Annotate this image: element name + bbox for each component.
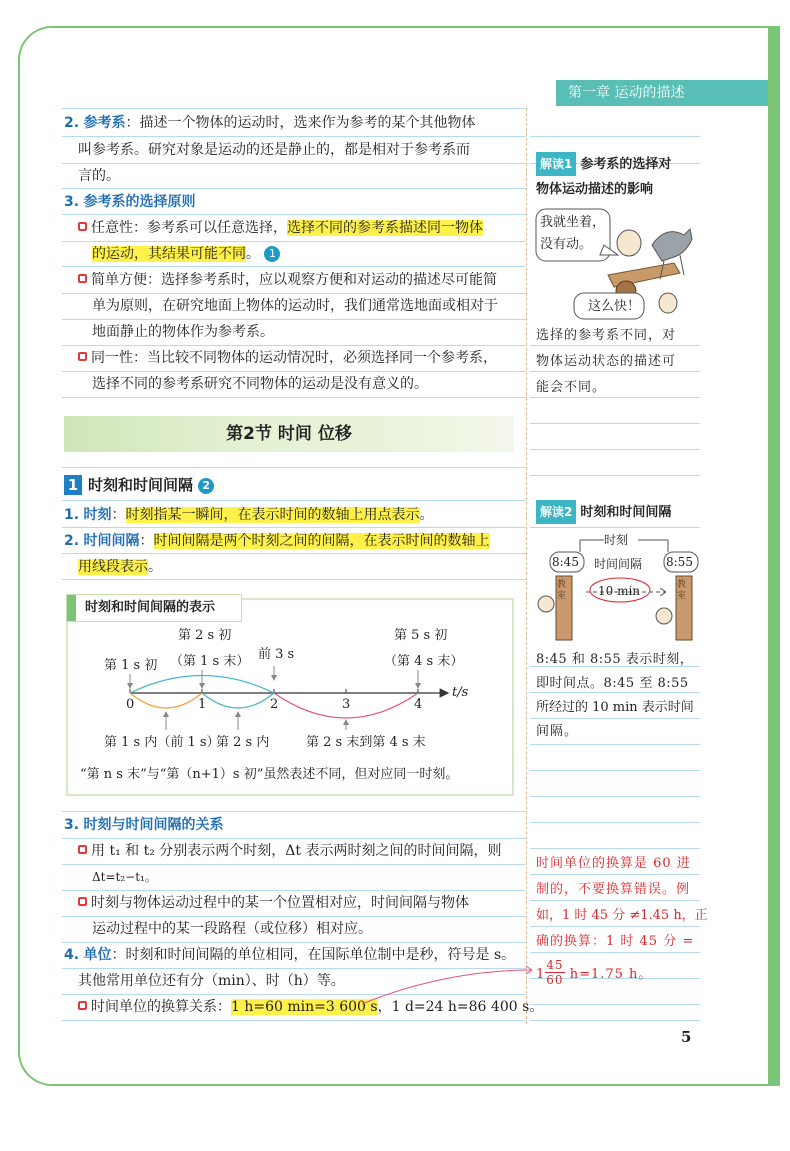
bubble-text-1b: 没有动。 (540, 237, 593, 252)
observer-head (659, 293, 677, 313)
rule-line (530, 744, 700, 745)
tick-label-0: 0 (126, 697, 135, 712)
principle-3-line-1 (78, 348, 497, 368)
item-2-line-2: 叫参考系。研究对象是运动的还是静止的，都是相对于参考系而 (78, 142, 470, 158)
principle-2-line-2: 单为原则，在研究地面上物体的运动时，我们通常选地面或相对于 (92, 298, 498, 314)
principle-2-line-1 (78, 270, 497, 290)
bubble-text-2: 这么快！ (588, 299, 641, 314)
read1-line-1: 选择的参考系不同，对 (536, 328, 677, 343)
rule-line (62, 266, 526, 267)
rule-line (530, 848, 700, 849)
topic-number: 1 (64, 475, 82, 495)
text: 任意性：参考系可以任意选择， (91, 220, 287, 236)
item-number: 3. (64, 194, 80, 210)
def-interval-line-1 (64, 531, 490, 551)
box-note: “第 n s 末”与“第（n+1）s 初”虽然表述不同，但对应同一时刻。 (80, 767, 459, 782)
read1-title-line-2: 物体运动描述的影响 (536, 182, 654, 197)
timeline-box-title: 时刻和时间间隔的表示 (66, 594, 242, 622)
tick-label-4: 4 (414, 697, 423, 712)
rule-line (62, 214, 526, 215)
term-principle: 参考系的选择原则 (83, 194, 196, 210)
rule-line (62, 527, 526, 528)
duration-label: 10 min (598, 584, 641, 598)
label-1s-start: 第 1 s 初 (104, 658, 158, 673)
bullet-icon (78, 845, 87, 854)
fraction-denominator: 60 (546, 973, 564, 987)
rule-line (62, 467, 526, 468)
label-first-3s: 前 3 s (258, 647, 295, 662)
chapter-header: 第一章 运动的描述 (556, 80, 768, 106)
rule-line (530, 1020, 700, 1021)
principle-2-line-3: 地面静止的物体作为参考系。 (92, 324, 274, 340)
page-edge-strip (768, 26, 780, 1086)
rule-line (62, 108, 526, 109)
rule-line (62, 942, 526, 943)
tick-label-1: 1 (198, 697, 207, 712)
text: 时刻和时间间隔 (580, 505, 672, 520)
text: 。 (419, 507, 434, 523)
item-number: 4. (64, 947, 80, 963)
rule-line (62, 864, 526, 865)
arc-first-second (130, 693, 202, 708)
read-tag-1: 解读1 (536, 152, 576, 176)
text: 用 t₁ 和 t₂ 分别表示两个时刻，Δt 表示两时刻之间的时间间隔，则 (91, 843, 502, 859)
rule-line (62, 397, 526, 398)
term-relation: 时刻与时间间隔的关系 (83, 817, 224, 833)
fraction-numerator: 45 (546, 958, 564, 972)
read2-line-2: 即时间点。8:45 至 8:55 (536, 676, 689, 691)
bullet-icon (78, 222, 87, 231)
rule-line (62, 579, 526, 580)
rule-line (62, 838, 526, 839)
item-number: 2. (64, 533, 80, 549)
principle-3-line-2: 选择不同的参考系研究不同物体的运动是没有意义的。 (92, 376, 428, 392)
principle-1-line-2 (92, 244, 280, 264)
rule-line (62, 136, 526, 137)
rule-line (62, 371, 526, 372)
bullet-icon (78, 274, 87, 283)
child-2 (656, 608, 672, 624)
text: 时间单位的换算关系： (91, 999, 231, 1015)
topic-heading (64, 475, 214, 495)
time-855: 8:55 (666, 555, 693, 569)
rule-line (62, 500, 526, 501)
rule-line (62, 319, 526, 320)
donkey (652, 229, 692, 261)
note-marker-1[interactable]: 1 (264, 246, 280, 262)
rule-line (62, 890, 526, 891)
rule-line (62, 1020, 526, 1021)
highlight: 1 h=60 min=3 600 s (231, 999, 378, 1015)
relation-1-line-2: Δt=t₂−t₁。 (92, 870, 157, 884)
text: 。 (148, 559, 162, 575)
rule-line (62, 163, 526, 164)
read1-line-3: 能会不同。 (536, 380, 607, 395)
boy-head (617, 230, 641, 256)
rule-line (530, 527, 700, 528)
def-moment (64, 505, 434, 525)
child-1 (538, 596, 554, 612)
tick-label-2: 2 (270, 697, 279, 712)
section-title: 第2节 时间 位移 (64, 416, 514, 452)
rule-line (62, 916, 526, 917)
term-moment: 时刻 (83, 507, 112, 523)
column-divider (526, 108, 527, 1024)
item-2-line-3: 言的。 (78, 168, 120, 184)
rule-line (530, 136, 700, 137)
note-connector (360, 960, 540, 1010)
text: ： (111, 507, 126, 523)
page-number: 5 (681, 1028, 692, 1046)
label-first-second: 第 1 s 内（前 1 s） (104, 735, 220, 750)
fraction-whole: 1 (536, 967, 546, 982)
bubble-text-1a: 我就坐着， (540, 215, 606, 230)
highlight: 的运动，其结果可能不同 (92, 246, 246, 262)
fraction (545, 958, 564, 987)
note-marker-2[interactable]: 2 (198, 478, 214, 494)
connector-line (362, 970, 532, 1004)
read2-line-1: 8:45 和 8:55 表示时刻， (536, 652, 694, 667)
term-reference-frame: 参考系 (83, 115, 126, 131)
highlight: 用线段表示 (78, 559, 148, 575)
arc-second-second (202, 693, 274, 708)
text: 。 (246, 246, 260, 262)
classroom-sign-1: 教室 (557, 580, 567, 601)
label-2s-start: 第 2 s 初 (178, 628, 232, 643)
text: ：时刻和时间间隔的单位相同，在国际单位制中是秒，符号是 s。 (111, 947, 516, 963)
rule-line (62, 345, 526, 346)
text: 同一性：当比较不同物体的运动情况时，必须选择同一个参考系， (91, 350, 497, 366)
text: ：描述一个物体的运动时，选来作为参考的某个其他物体 (125, 115, 476, 131)
rule-line (62, 811, 526, 812)
bullet-icon (78, 897, 87, 906)
rule-line (62, 188, 526, 189)
label-2s-to-4s: 第 2 s 末到第 4 s 末 (306, 735, 426, 750)
text: ： (139, 533, 154, 549)
item-3b-heading (64, 815, 224, 835)
rule-line (530, 423, 700, 424)
label-second-second: 第 2 s 内 (216, 735, 270, 750)
item-number: 1. (64, 507, 80, 523)
highlight: 时间间隔是两个时刻之间的间隔，在表示时间的数轴上 (153, 533, 490, 549)
label-1s-end: （第 1 s 末） (170, 654, 250, 669)
read1-title-line-1 (536, 152, 671, 177)
rule-line (530, 796, 700, 797)
rule-line (530, 822, 700, 823)
bullet-icon (78, 1001, 87, 1010)
red-note-line-2: 制的，不要换算错误。例 (536, 882, 691, 897)
label-5s-start: 第 5 s 初 (394, 628, 448, 643)
rule-line (530, 770, 700, 771)
time-845: 8:45 (552, 555, 579, 569)
bullet-icon (78, 352, 87, 361)
item-number: 2. (64, 115, 80, 131)
red-note-line-1: 时间单位的换算是 60 进 (536, 856, 691, 871)
item-3-heading (64, 192, 196, 212)
red-note-fraction-line (536, 958, 652, 987)
rule-line (530, 449, 700, 450)
red-note-line-4: 确的换算：1 时 45 分 = (536, 934, 695, 949)
classroom-sign-2: 教室 (677, 580, 687, 601)
highlight: 选择不同的参考系描述同一物体 (287, 220, 483, 236)
rule-line (62, 241, 526, 242)
red-note-line-3: 如，1 时 45 分 ≠1.45 h，正 (536, 908, 708, 923)
read2-title (536, 500, 671, 525)
relation-2-line-2: 运动过程中的某一段路程（或位移）相对应。 (92, 921, 372, 937)
read2-line-3: 所经过的 10 min 表示时间 (536, 700, 694, 715)
rule-line (62, 553, 526, 554)
rule-line (530, 475, 700, 476)
text: 参考系的选择对 (580, 157, 672, 172)
highlight: 时刻指某一瞬间，在表示时间的数轴上用点表示 (125, 507, 420, 523)
item-4-line-2: 其他常用单位还有分（min）、时（h）等。 (78, 973, 345, 989)
relation-2-line-1 (78, 893, 469, 913)
relation-1-line-1 (78, 841, 501, 861)
text: 简单方便：选择参考系时，应以观察方便和对运动的描述尽可能简 (91, 272, 497, 288)
text: 时刻与物体运动过程中的某一个位置相对应，时间间隔与物体 (91, 895, 469, 911)
read1-line-2: 物体运动状态的描述可 (536, 354, 677, 369)
tick-label-3: 3 (342, 697, 351, 712)
principle-1-line-1 (78, 218, 483, 238)
item-2-line-1 (64, 113, 476, 133)
label-4s-end: （第 4 s 末） (384, 654, 464, 669)
def-interval-line-2 (78, 557, 162, 577)
label-interval: 时间间隔 (594, 557, 643, 571)
label-moment: 时刻 (604, 533, 629, 547)
axis-label: t/s (452, 685, 469, 700)
term-unit: 单位 (83, 947, 112, 963)
fraction-rest: h=1.75 h。 (564, 967, 653, 982)
donkey-leg (680, 255, 684, 275)
read-tag-2: 解读2 (536, 500, 576, 524)
rule-line (530, 1004, 700, 1005)
text: ，1 d=24 h=86 400 s。 (377, 999, 544, 1015)
term-interval: 时间间隔 (83, 533, 140, 549)
topic-title: 时刻和时间间隔 (88, 476, 194, 494)
item-number: 3. (64, 817, 80, 833)
read2-line-4: 间隔。 (536, 724, 579, 739)
rule-line (62, 293, 526, 294)
